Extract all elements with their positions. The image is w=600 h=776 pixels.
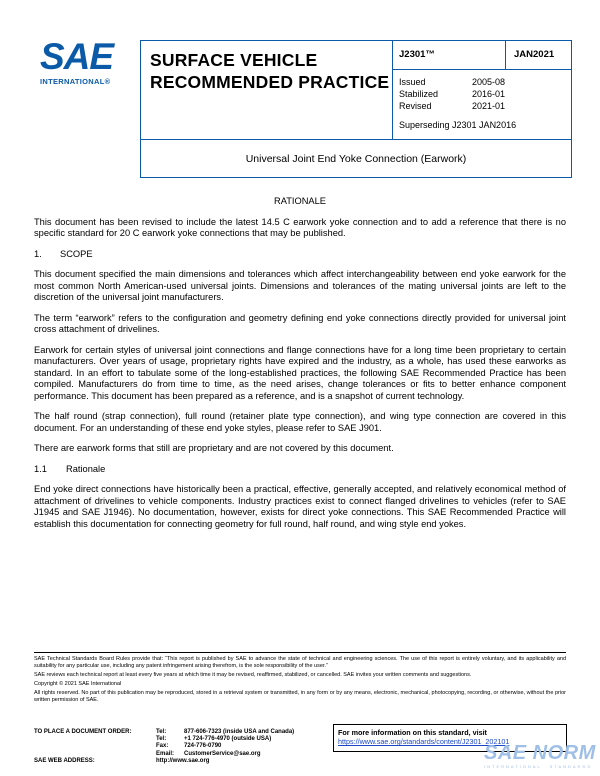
document-type-box	[140, 40, 392, 140]
logo-letters: SAE	[40, 36, 114, 77]
order-label: TO PLACE A DOCUMENT ORDER:	[34, 729, 132, 735]
section-heading-rationale	[34, 464, 566, 476]
email-label: Email:	[156, 750, 175, 757]
paragraph: The term “earwork” refers to the configuration and geometry defining end yoke connections directly provided for universal joint cross attachment of drivelines.	[34, 312, 566, 334]
document-info-box	[392, 40, 572, 140]
paragraph: End yoke direct connections have historically been a practical, effective, generally accepted, and relatively economical method of attachment of drivelines to vehicle components. Industry practices exist to connect flanged drivelines to vehicles (refer to SAE J1945 and SAE J1946). No documentation, however, exists for direct yoke connections. This SAE Recommended Practice will establish this documentation for connecting geometry for full round, half round, and wing style end yokes.	[34, 484, 566, 529]
document-type-line2: RECOMMENDED PRACTICE	[150, 72, 390, 92]
paragraph: The half round (strap connection), full round (retainer plate type connection), and wing type connection are covered in this document. For an understanding of these end yoke styles, please refer to SAE J901.	[34, 411, 566, 433]
document-history	[393, 70, 571, 131]
document-body	[34, 196, 566, 530]
stabilized-date: 2016-01	[472, 89, 506, 99]
footer-divider	[34, 652, 566, 653]
document-type-line1: SURFACE VEHICLE	[150, 50, 318, 70]
issued-label: Issued	[399, 77, 426, 87]
footer-note: SAE reviews each technical report at least every five years at which time it may be revised, reaffirmed, stabilized, or cancelled. SAE invites your written comments and suggestions.	[34, 672, 472, 678]
watermark-left: INTERNATIONAL	[484, 764, 542, 769]
revised-label: Revised	[399, 101, 432, 111]
issued-date: 2005-08	[472, 77, 506, 87]
watermark-logo	[484, 743, 596, 773]
sae-logo	[40, 38, 132, 90]
revised-date: 2021-01	[472, 101, 506, 111]
section-title: Rationale	[66, 463, 106, 474]
watermark-text: SAE NORM	[484, 742, 596, 764]
document-date: JAN2021	[514, 49, 555, 60]
logo-subtitle: INTERNATIONAL®	[40, 77, 111, 86]
tel-number: +1 724-776-4970 (outside USA)	[184, 736, 272, 743]
tel-label: Tel:	[156, 736, 167, 743]
more-info-heading: For more information on this standard, visit	[338, 728, 487, 737]
fax-number: 724-776-0790	[184, 743, 222, 750]
paragraph: This document specified the main dimensions and tolerances which affect interchangeability between end yoke earwork for the most common North American-used universal joints. Dimensions and tolerances of the mating universal joints are left to the discretion of the universal joint manufacturers.	[34, 269, 566, 302]
paragraph: There are earwork forms that still are proprietary and are not covered by this document.	[34, 443, 394, 453]
tel-number: 877-606-7323 (inside USA and Canada)	[184, 729, 295, 735]
document-subject: Universal Joint End Yoke Connection (Earwork)	[140, 140, 572, 178]
rationale-heading: RATIONALE	[273, 196, 326, 206]
section-number: 1.1	[34, 463, 47, 474]
watermark-right: STANDARDS	[549, 764, 592, 769]
paragraph: Earwork for certain styles of universal joint connections and flange connections have for a long time been proprietary to certain manufacturers. Over years of usage, proprietary rights have expired and the industry, as a whole, has used these earworks as standard. In an effort to tabulate some of the long-established practices, the following SAE Recommended Practice has been compiled. Manufacturers do from time to time, as the need arises, change tolerances or fits to better enhance component performance. This document has been prepared as a reference, and is a snapshot of current technology.	[34, 344, 566, 401]
footer-note: SAE Technical Standards Board Rules provide that: “This report is published by SAE to advance the state of technical and engineering sciences. The use of this report is entirely voluntary, and its applicability and suitability for any particular use, including any patent infringement arising therefrom, is the sole responsibility of the user.”	[34, 656, 566, 669]
stabilized-label: Stabilized	[399, 89, 439, 99]
rationale-text: This document has been revised to include the latest 14.5 C earwork yoke connection and to add a reference that there is no specific standard for 20 C earwork yoke connections that may be published.	[34, 216, 566, 238]
document-number: J2301™	[393, 41, 506, 69]
web-label: SAE WEB ADDRESS:	[34, 758, 95, 764]
section-title: SCOPE	[60, 248, 93, 259]
web-address-row	[34, 758, 209, 764]
standard-link[interactable]: https://www.sae.org/standards/content/J2301_202101	[338, 737, 510, 746]
section-number: 1.	[34, 248, 42, 259]
section-heading-scope	[34, 249, 566, 261]
footer-notes	[34, 656, 566, 706]
superseding-note: Superseding J2301 JAN2016	[399, 120, 517, 130]
email-address[interactable]: CustomerService@sae.org	[184, 750, 261, 757]
footer-note: All rights reserved. No part of this publication may be reproduced, stored in a retrieval system or transmitted, in any form or by any means, electronic, mechanical, photocopying, recording, or otherwise, without the prior written permission of SAE.	[34, 690, 566, 703]
web-address[interactable]: http://www.sae.org	[156, 758, 210, 764]
copyright: Copyright © 2021 SAE International	[34, 681, 122, 687]
tel-label: Tel:	[156, 729, 167, 735]
fax-label: Fax:	[156, 743, 169, 750]
order-contact	[34, 729, 334, 758]
